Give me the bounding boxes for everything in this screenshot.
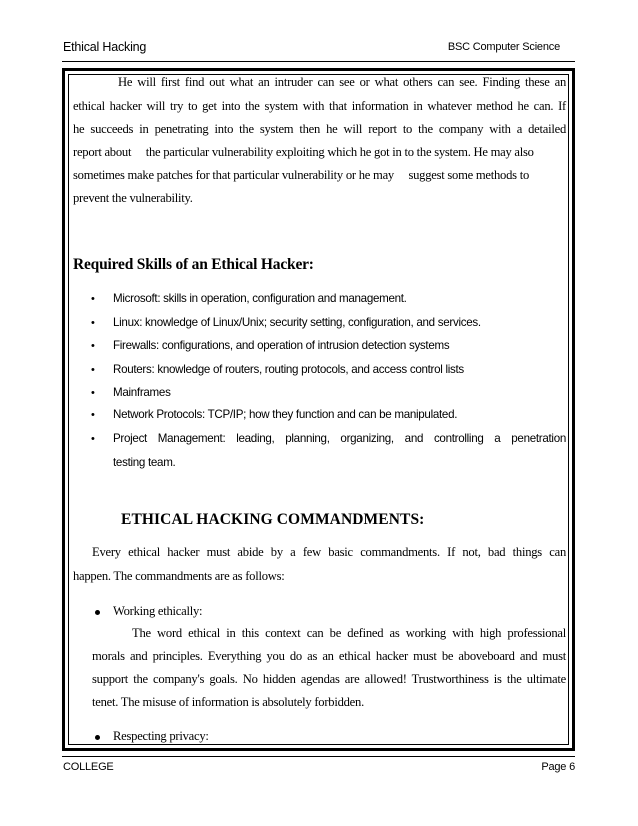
- intro-line-1: He will first find out what an intruder can see or what others can see. Finding these an: [118, 75, 566, 89]
- skill-item-project-management-cont: testing team.: [113, 456, 176, 469]
- bullet-marker: •: [91, 340, 95, 352]
- commandment-bullet: [95, 610, 100, 615]
- bullet-marker: •: [91, 293, 95, 305]
- page-number: Page 6: [541, 761, 575, 773]
- intro-line-5: sometimes make patches for that particular vulnerability or he may suggest some methods to: [73, 168, 529, 182]
- bullet-marker: •: [91, 317, 95, 329]
- page-header-course: BSC Computer Science: [447, 41, 560, 53]
- commandments-intro-line-2: happen. The commandments are as follows:: [73, 569, 285, 583]
- bullet-marker: •: [91, 409, 95, 421]
- skill-item-microsoft: Microsoft: skills in operation, configuration and management.: [113, 292, 407, 305]
- commandment-respecting-privacy-title: Respecting privacy:: [113, 729, 209, 743]
- commandment-working-ethically-line-1: The word ethical in this context can be defined as working with high professional: [132, 626, 566, 640]
- intro-line-4: report about the particular vulnerability exploiting which he got in to the system. He may also: [73, 145, 534, 159]
- intro-line-3: he succeeds in penetrating into the system then he will report to the company with a detailed: [73, 122, 566, 136]
- bullet-marker: •: [91, 387, 95, 399]
- bullet-marker: •: [91, 433, 95, 445]
- page-header-title: Ethical Hacking: [63, 40, 147, 54]
- commandments-heading: ETHICAL HACKING COMMANDMENTS:: [121, 511, 425, 528]
- commandment-working-ethically-line-4: tenet. The misuse of information is absolutely forbidden.: [92, 695, 364, 709]
- commandment-bullet: [95, 735, 100, 740]
- footer-rule: [62, 756, 575, 757]
- commandment-working-ethically-line-2: morals and principles. Everything you do as an ethical hacker must be aboveboard and must: [92, 649, 566, 663]
- bullet-marker: •: [91, 364, 95, 376]
- skill-item-network-protocols: Network Protocols: TCP/IP; how they function and can be manipulated.: [113, 408, 458, 421]
- skill-item-routers: Routers: knowledge of routers, routing protocols, and access control lists: [113, 363, 464, 376]
- skills-heading: Required Skills of an Ethical Hacker:: [73, 256, 314, 273]
- intro-line-2: ethical hacker will try to get into the system with that information in whatever method he can. If: [73, 99, 566, 113]
- intro-line-6: prevent the vulnerability.: [73, 191, 193, 205]
- skill-item-project-management: Project Management: leading, planning, organizing, and controlling a penetration: [113, 432, 566, 445]
- skill-item-firewalls: Firewalls: configurations, and operation of intrusion detection systems: [113, 339, 450, 352]
- commandment-working-ethically-title: Working ethically:: [113, 604, 203, 618]
- skill-item-mainframes: Mainframes: [113, 386, 171, 399]
- commandment-working-ethically-line-3: support the company's goals. No hidden agendas are allowed! Trustworthiness is the ultimate: [92, 672, 566, 686]
- page-footer-label: COLLEGE: [63, 761, 114, 773]
- skill-item-linux: Linux: knowledge of Linux/Unix; security setting, configuration, and services.: [113, 316, 481, 329]
- commandments-intro-line-1: Every ethical hacker must abide by a few basic commandments. If not, bad things can: [92, 545, 566, 559]
